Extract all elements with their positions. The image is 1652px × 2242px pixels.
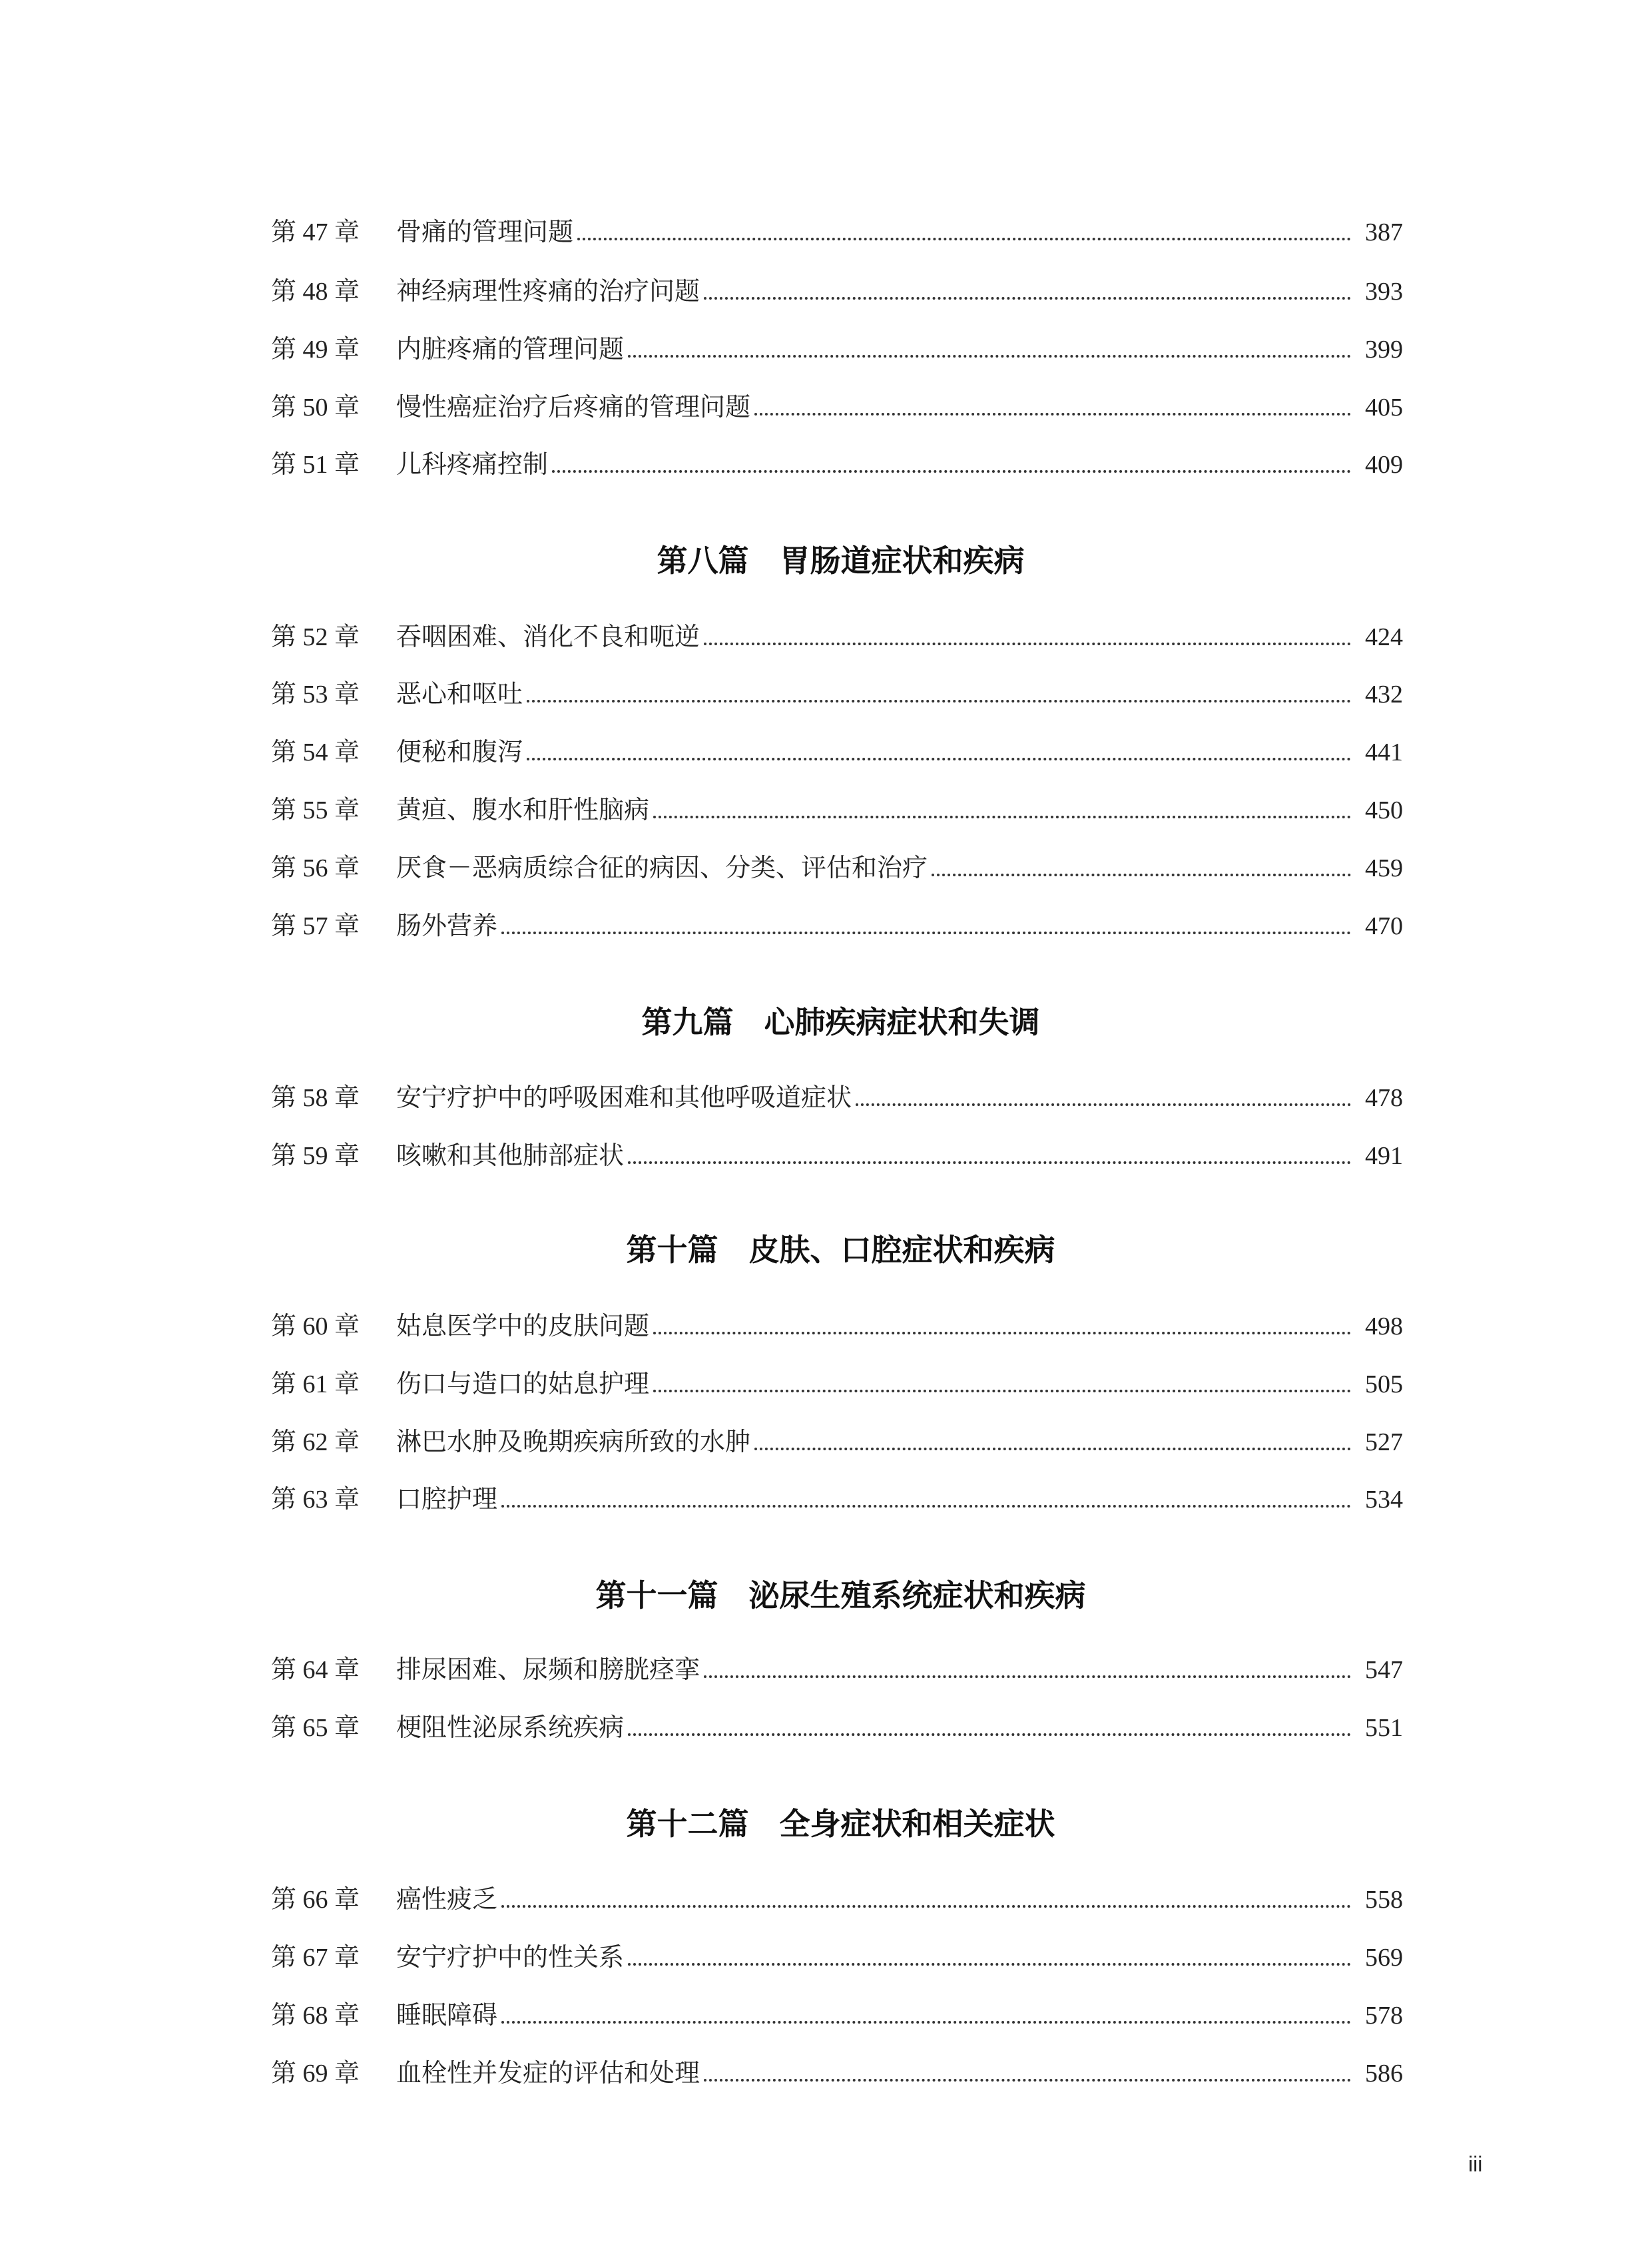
dot-leader <box>501 932 1351 934</box>
chapter-title: 骨痛的管理问题 <box>396 218 574 246</box>
page-ref: 393 <box>1365 278 1403 306</box>
chapter-number: 第 54 章 <box>271 738 360 766</box>
part-heading <box>0 542 1652 579</box>
chapter-title: 咳嗽和其他肺部症状 <box>396 1142 625 1170</box>
chapter-number: 第 56 章 <box>271 854 360 882</box>
page-ref: 586 <box>1365 2060 1403 2088</box>
chapter-number: 第 69 章 <box>271 2060 360 2088</box>
part-label: 第十一篇 <box>595 1577 718 1613</box>
toc-entry[interactable] <box>271 275 1403 308</box>
chapter-number: 第 65 章 <box>271 1714 360 1742</box>
chapter-title: 血栓性并发症的评估和处理 <box>396 2060 700 2088</box>
chapter-number: 第 68 章 <box>271 2002 360 2030</box>
chapter-title: 口腔护理 <box>396 1486 498 1514</box>
dot-leader <box>653 1332 1351 1334</box>
toc-entry[interactable] <box>271 794 1403 827</box>
page-ref: 478 <box>1365 1084 1403 1112</box>
part-label: 第十二篇 <box>626 1806 749 1842</box>
part-title: 胃肠道症状和疾病 <box>779 543 1025 579</box>
dot-leader <box>704 643 1351 645</box>
page-number: iii <box>1468 2152 1483 2176</box>
chapter-number: 第 57 章 <box>271 912 360 940</box>
toc-entry[interactable] <box>271 621 1403 654</box>
toc-entry[interactable] <box>271 1426 1403 1459</box>
chapter-title: 神经病理性疼痛的治疗问题 <box>396 278 700 306</box>
toc-entry[interactable] <box>271 448 1403 481</box>
toc-entry[interactable] <box>271 216 1403 249</box>
chapter-title: 癌性疲乏 <box>396 1886 498 1914</box>
chapter-number: 第 53 章 <box>271 681 360 708</box>
chapter-number: 第 48 章 <box>271 278 360 306</box>
toc-entry[interactable] <box>271 1368 1403 1401</box>
page-ref: 569 <box>1365 1944 1403 1972</box>
part-label: 第十篇 <box>626 1232 718 1268</box>
chapter-number: 第 66 章 <box>271 1886 360 1914</box>
part-heading <box>0 1003 1652 1041</box>
dot-leader <box>527 758 1351 760</box>
chapter-number: 第 51 章 <box>271 451 360 479</box>
dot-leader <box>704 1675 1351 1678</box>
toc-entry[interactable] <box>271 1941 1403 1974</box>
part-heading <box>0 1805 1652 1842</box>
page-ref: 470 <box>1365 912 1403 940</box>
chapter-title: 安宁疗护中的性关系 <box>396 1944 625 1972</box>
dot-leader <box>932 874 1351 876</box>
chapter-number: 第 47 章 <box>271 218 360 246</box>
chapter-title: 姑息医学中的皮肤问题 <box>396 1312 650 1340</box>
chapter-number: 第 49 章 <box>271 336 360 364</box>
toc-entry[interactable] <box>271 1139 1403 1173</box>
toc-entry[interactable] <box>271 1999 1403 2032</box>
chapter-number: 第 67 章 <box>271 1944 360 1972</box>
chapter-number: 第 61 章 <box>271 1370 360 1398</box>
dot-leader <box>577 238 1351 240</box>
chapter-title: 黄疸、腹水和肝性脑病 <box>396 796 650 824</box>
dot-leader <box>501 1905 1351 1908</box>
dot-leader <box>704 297 1351 300</box>
page-ref: 450 <box>1365 796 1403 824</box>
page-ref: 551 <box>1365 1714 1403 1742</box>
dot-leader <box>653 816 1351 818</box>
chapter-number: 第 64 章 <box>271 1656 360 1684</box>
chapter-title: 排尿困难、尿频和膀胱痉挛 <box>396 1656 700 1684</box>
toc-entry[interactable] <box>271 736 1403 769</box>
toc-entry[interactable] <box>271 678 1403 711</box>
page-ref: 399 <box>1365 336 1403 364</box>
chapter-title: 内脏疼痛的管理问题 <box>396 336 625 364</box>
chapter-title: 慢性癌症治疗后疼痛的管理问题 <box>396 394 751 421</box>
chapter-title: 厌食－恶病质综合征的病因、分类、评估和治疗 <box>396 854 928 882</box>
page-ref: 578 <box>1365 2002 1403 2030</box>
dot-leader <box>501 2021 1351 2024</box>
page-ref: 405 <box>1365 394 1403 421</box>
chapter-number: 第 59 章 <box>271 1142 360 1170</box>
toc-entry[interactable] <box>271 1653 1403 1687</box>
part-label: 第九篇 <box>641 1004 734 1040</box>
toc-entry[interactable] <box>271 1883 1403 1916</box>
part-title: 全身症状和相关症状 <box>779 1806 1055 1842</box>
toc-entry[interactable] <box>271 1081 1403 1115</box>
dot-leader <box>653 1390 1351 1392</box>
chapter-title: 淋巴水肿及晚期疾病所致的水肿 <box>396 1428 751 1456</box>
dot-leader <box>628 1161 1351 1164</box>
chapter-title: 便秘和腹泻 <box>396 738 523 766</box>
toc-entry[interactable] <box>271 1711 1403 1745</box>
chapter-title: 吞咽困难、消化不良和呃逆 <box>396 623 700 651</box>
toc-entry[interactable] <box>271 391 1403 424</box>
page-ref: 505 <box>1365 1370 1403 1398</box>
chapter-number: 第 63 章 <box>271 1486 360 1514</box>
part-title: 皮肤、口腔症状和疾病 <box>748 1232 1055 1268</box>
part-label: 第八篇 <box>657 543 749 579</box>
toc-entry[interactable] <box>271 910 1403 943</box>
chapter-number: 第 50 章 <box>271 394 360 421</box>
part-title: 心肺疾病症状和失调 <box>764 1004 1040 1040</box>
chapter-number: 第 60 章 <box>271 1312 360 1340</box>
dot-leader <box>552 470 1351 473</box>
dot-leader <box>704 2079 1351 2082</box>
chapter-number: 第 52 章 <box>271 623 360 651</box>
toc-entry[interactable] <box>271 333 1403 366</box>
chapter-title: 肠外营养 <box>396 912 498 940</box>
dot-leader <box>628 355 1351 358</box>
page-ref: 459 <box>1365 854 1403 882</box>
page-ref: 527 <box>1365 1428 1403 1456</box>
chapter-title: 梗阻性泌尿系统疾病 <box>396 1714 625 1742</box>
part-heading <box>0 1577 1652 1614</box>
dot-leader <box>501 1505 1351 1508</box>
dot-leader <box>527 700 1351 702</box>
page-ref: 432 <box>1365 681 1403 708</box>
page-ref: 558 <box>1365 1886 1403 1914</box>
chapter-title: 睡眠障碍 <box>396 2002 498 2030</box>
page-ref: 441 <box>1365 738 1403 766</box>
dot-leader <box>628 1733 1351 1736</box>
chapter-title: 恶心和呕吐 <box>396 681 523 708</box>
dot-leader <box>856 1103 1351 1106</box>
toc-entry[interactable] <box>271 852 1403 885</box>
chapter-number: 第 58 章 <box>271 1084 360 1112</box>
toc-entry[interactable] <box>271 1310 1403 1343</box>
dot-leader <box>754 1448 1351 1450</box>
chapter-number: 第 55 章 <box>271 796 360 824</box>
chapter-number: 第 62 章 <box>271 1428 360 1456</box>
chapter-title: 儿科疼痛控制 <box>396 451 549 479</box>
chapter-title: 安宁疗护中的呼吸困难和其他呼吸道症状 <box>396 1084 852 1112</box>
toc-entry[interactable] <box>271 1483 1403 1516</box>
page-ref: 387 <box>1365 218 1403 246</box>
page-ref: 547 <box>1365 1656 1403 1684</box>
page-ref: 534 <box>1365 1486 1403 1514</box>
page-ref: 491 <box>1365 1142 1403 1170</box>
part-heading <box>0 1231 1652 1268</box>
part-title: 泌尿生殖系统症状和疾病 <box>748 1577 1086 1613</box>
dot-leader <box>754 413 1351 416</box>
toc-entry[interactable] <box>271 2057 1403 2090</box>
page-ref: 409 <box>1365 451 1403 479</box>
page-ref: 498 <box>1365 1312 1403 1340</box>
dot-leader <box>628 1963 1351 1966</box>
chapter-title: 伤口与造口的姑息护理 <box>396 1370 650 1398</box>
page-ref: 424 <box>1365 623 1403 651</box>
